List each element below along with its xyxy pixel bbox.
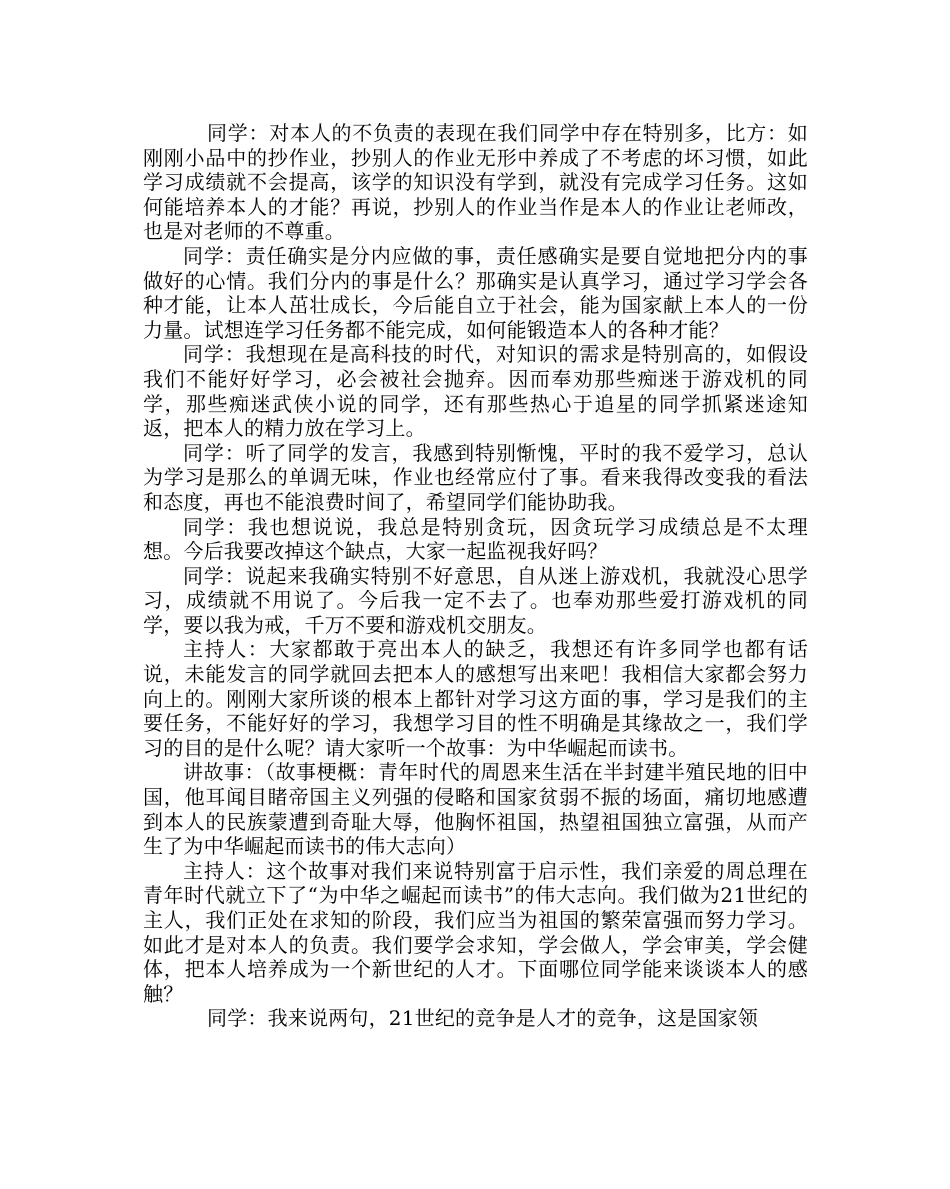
paragraph-5: 同学：我也想说说，我总是特别贪玩，因贪玩学习成绩总是不太理想。今后我要改掉这个缺点，大家一起监视我好吗？ [143, 514, 808, 564]
paragraph-3: 同学：我想现在是高科技的时代，对知识的需求是特别高的，如假设我们不能好好学习，必会被社会抛弃。因而奉劝那些痴迷于游戏机的同学，那些痴迷武侠小说的同学，还有那些热心于追星的同学抓紧迷途知返，把本人的精力放在学习上。 [143, 342, 808, 441]
paragraph-10: 同学：我来说两句，21世纪的竞争是人才的竞争，这是国家领 [207, 1006, 759, 1031]
paragraph-4: 同学：听了同学的发言，我感到特别惭愧，平时的我不爱学习，总认为学习是那么的单调无味，作业也经常应付了事。看来我得改变我的看法和态度，再也不能浪费时间了，希望同学们能协助我。 [143, 440, 808, 514]
paragraph-8: 讲故事：（故事梗概：青年时代的周恩来生活在半封建半殖民地的旧中国，他耳闻目睹帝国主义列强的侵略和国家贫弱不振的场面，痛切地感遭到本人的民族蒙遭到奇耻大辱，他胸怀祖国，热望祖国独立富强，从而产生了为中华崛起而读书的伟大志向） [143, 760, 808, 859]
paragraph-7: 主持人：大家都敢于亮出本人的缺乏，我想还有许多同学也都有话说，未能发言的同学就回去把本人的感想写出来吧！我相信大家都会努力向上的。刚刚大家所谈的根本上都针对学习这方面的事，学习是我们的主要任务，不能好好的学习，我想学习目的性不明确是其缘故之一，我们学习的目的是什么呢？请大家听一个故事：为中华崛起而读书。 [143, 637, 808, 760]
paragraph-6: 同学：说起来我确实特别不好意思，自从迷上游戏机，我就没心思学习，成绩就不用说了。今后我一定不去了。也奉劝那些爱打游戏机的同学，要以我为戒，千万不要和游戏机交朋友。 [143, 563, 808, 637]
paragraph-2: 同学：责任确实是分内应做的事，责任感确实是要自觉地把分内的事做好的心情。我们分内的事是什么？那确实是认真学习，通过学习学会各种才能，让本人茁壮成长，今后能自立于社会，能为国家献上本人的一份力量。试想连学习任务都不能完成，如何能锻造本人的各种才能？ [143, 243, 808, 342]
paragraph-1: 同学：对本人的不负责的表现在我们同学中存在特别多，比方：如刚刚小品中的抄作业，抄别人的作业无形中养成了不考虑的坏习惯，如此学习成绩就不会提高，该学的知识没有学到，就没有完成学习任务。这如何能培养本人的才能？再说，抄别人的作业当作是本人的作业让老师改，也是对老师的不尊重。 [143, 121, 808, 244]
document-page [143, 121, 808, 1031]
paragraph-9: 主持人：这个故事对我们来说特别富于启示性，我们亲爱的周总理在青年时代就立下了“为中华之崛起而读书”的伟大志向。我们做为21世纪的主人，我们正处在求知的阶段，我们应当为祖国的繁荣富强而努力学习。如此才是对本人的负责。我们要学会求知，学会做人，学会审美，学会健体，把本人培养成为一个新世纪的人才。下面哪位同学能来谈谈本人的感触？ [143, 858, 808, 1006]
